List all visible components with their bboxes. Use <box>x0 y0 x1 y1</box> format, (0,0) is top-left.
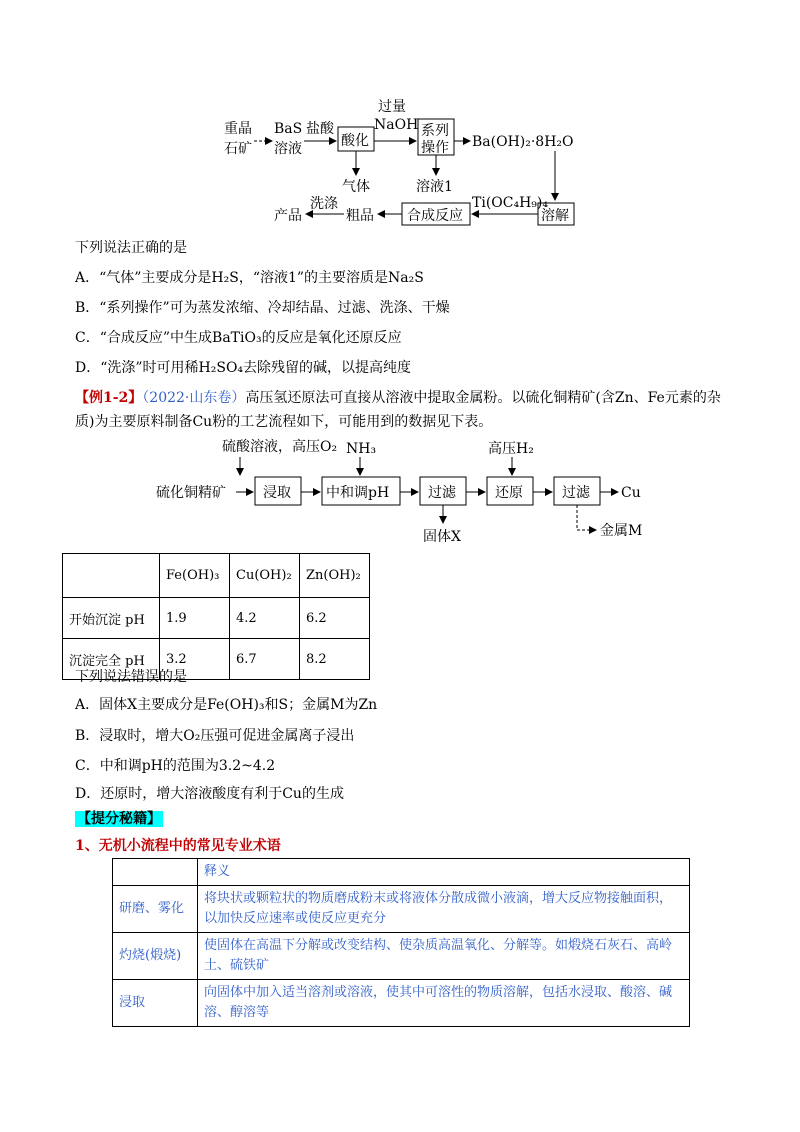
reagent1-label: 硫酸溶液，高压O₂ <box>222 439 338 455</box>
precipitation-table <box>62 553 370 680</box>
table-cell: 4.2 <box>230 598 300 639</box>
example-tag: 【例1-2】 <box>75 390 143 406</box>
q2-stem: 下列说法错误的是 <box>75 669 187 685</box>
table-cell <box>113 859 198 886</box>
product-label: Ba(OH)₂·8H₂O <box>472 134 574 150</box>
term-cell: 浸取 <box>113 980 198 1027</box>
table-cell: Fe(OH)₃ <box>160 554 230 598</box>
table-cell <box>63 554 160 598</box>
table-cell: 8.2 <box>300 639 370 680</box>
table-cell: 3.2 <box>160 639 230 680</box>
example-source: （2022·山东卷） <box>142 390 246 406</box>
neutralize-label: 中和调pH <box>326 485 390 501</box>
table-row <box>113 933 690 980</box>
tips-section-heading: 1、无机小流程中的常见专业术语 <box>75 838 281 854</box>
table-cell: 释义 <box>198 859 690 886</box>
arrow-filter2-metal <box>577 505 596 530</box>
naoh-label: NaOH <box>374 117 419 133</box>
ore-label-1: 重晶 <box>224 121 252 137</box>
table-cell: Cu(OH)₂ <box>230 554 300 598</box>
q1-option-c: C．“合成反应”中生成BaTiO₃的反应是氧化还原反应 <box>75 330 402 346</box>
q2-option-d: D．还原时，增大溶液酸度有利于Cu的生成 <box>75 786 344 802</box>
final-product-label: 产品 <box>274 208 302 224</box>
series-label-1: 系列 <box>421 123 449 139</box>
table-row <box>113 886 690 933</box>
filter1-label: 过滤 <box>428 485 456 501</box>
flowchart-2 <box>150 435 660 550</box>
definition-cell: 向固体中加入适当溶剂或溶液，使其中可溶性的物质溶解，包括水浸取、酸溶、碱溶、醇溶等 <box>198 980 690 1027</box>
solution1-label: 溶液1 <box>416 179 453 195</box>
table-row <box>63 598 370 639</box>
tips-title <box>75 810 163 828</box>
terms-table <box>112 858 690 1027</box>
table-header-row <box>63 554 370 598</box>
reagent3-label: 高压H₂ <box>488 441 534 457</box>
series-label-2: 操作 <box>421 140 449 156</box>
table-cell: 沉淀完全 pH <box>63 639 160 680</box>
bas-label-1: BaS <box>274 121 303 137</box>
filter2-label: 过滤 <box>562 485 590 501</box>
table-cell: 6.2 <box>300 598 370 639</box>
definition-cell: 将块状或颗粒状的物质磨成粉末或将液体分散成微小液滴，增大反应物接触面积，以加快反应速率或使反应更充分 <box>198 886 690 933</box>
start-label: 硫化铜精矿 <box>156 485 226 501</box>
table-cell: 6.7 <box>230 639 300 680</box>
ti-reagent-label: Ti(OC₄H₉)₄ <box>472 195 548 211</box>
crude-label: 粗品 <box>346 208 374 224</box>
example-text-1: 高压氢还原法可直接从溶液中提取金属粉。以硫化铜精矿(含Zn、Fe元素的杂 <box>245 390 721 406</box>
ore-label-2: 石矿 <box>224 141 252 157</box>
gas-label: 气体 <box>342 179 370 195</box>
q1-stem: 下列说法正确的是 <box>75 240 187 256</box>
table-cell: 开始沉淀 pH <box>63 598 160 639</box>
table-cell: Zn(OH)₂ <box>300 554 370 598</box>
synthesis-label: 合成反应 <box>407 208 463 224</box>
dissolve-label: 溶解 <box>541 208 569 224</box>
q2-option-a: A．固体X主要成分是Fe(OH)₃和S；金属M为Zn <box>75 697 378 713</box>
hcl-label: 盐酸 <box>306 121 334 137</box>
table-row <box>113 980 690 1027</box>
q1-option-a: A．“气体”主要成分是H₂S，“溶液1”的主要溶质是Na₂S <box>75 270 424 286</box>
excess-label: 过量 <box>378 99 406 115</box>
acidify-label: 酸化 <box>341 133 369 149</box>
example-text-2: 质)为主要原料制备Cu粉的工艺流程如下，可能用到的数据见下表。 <box>75 414 493 430</box>
q1-option-d: D．“洗涤”时可用稀H₂SO₄去除残留的碱，以提高纯度 <box>75 360 412 376</box>
bas-label-2: 溶液 <box>274 141 302 157</box>
leach-label: 浸取 <box>263 485 291 501</box>
q2-option-b: B．浸取时，增大O₂压强可促进金属离子浸出 <box>75 728 355 744</box>
table-cell: 1.9 <box>160 598 230 639</box>
wash-label: 洗涤 <box>310 196 338 212</box>
term-cell: 研磨、雾化 <box>113 886 198 933</box>
terms-header-row <box>113 859 690 886</box>
flowchart-1 <box>210 95 600 230</box>
example-line-1 <box>75 389 721 407</box>
metal-m-label: 金属M <box>600 523 643 539</box>
term-cell: 灼烧(煅烧) <box>113 933 198 980</box>
reagent2-label: NH₃ <box>346 441 377 457</box>
cu-label: Cu <box>621 485 641 501</box>
solid-x-label: 固体X <box>423 529 461 545</box>
reduce-label: 还原 <box>495 485 523 501</box>
q2-option-c: C．中和调pH的范围为3.2~4.2 <box>75 758 276 774</box>
q1-option-b: B．“系列操作”可为蒸发浓缩、冷却结晶、过滤、洗涤、干燥 <box>75 300 450 316</box>
definition-cell: 使固体在高温下分解或改变结构、使杂质高温氧化、分解等。如煅烧石灰石、高岭土、硫铁矿 <box>198 933 690 980</box>
tips-title-text: 【提分秘籍】 <box>77 811 161 827</box>
